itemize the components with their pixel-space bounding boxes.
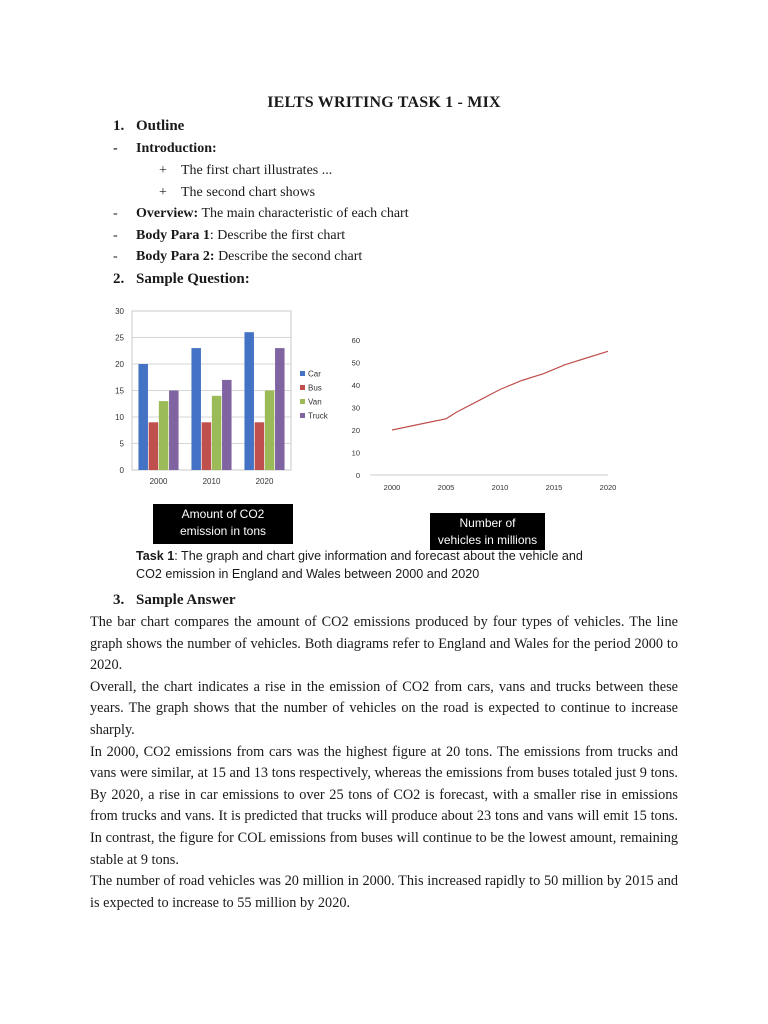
body2-line bbox=[136, 249, 362, 265]
legend-label-car: Car bbox=[308, 369, 321, 379]
y-tick-label: 20 bbox=[351, 426, 360, 435]
bar-bus bbox=[255, 422, 265, 470]
legend-swatch-bus bbox=[300, 385, 305, 390]
task-line-2: CO2 emission in England and Wales between 2000 and 2020 bbox=[136, 567, 480, 581]
question-heading-number: 2. bbox=[113, 271, 125, 287]
x-tick-label: 2010 bbox=[202, 477, 221, 486]
y-tick-label: 5 bbox=[119, 439, 124, 449]
line-chart-caption bbox=[430, 513, 545, 550]
outline-heading: Outline bbox=[136, 118, 185, 134]
y-tick-label: 50 bbox=[351, 358, 360, 368]
x-tick-label: 2020 bbox=[255, 477, 274, 486]
legend-swatch-van bbox=[300, 399, 305, 404]
dash-bullet: - bbox=[113, 228, 118, 243]
outline-heading-number: 1. bbox=[113, 118, 125, 134]
dash-bullet: - bbox=[113, 206, 118, 221]
x-tick-label: 2010 bbox=[491, 483, 509, 492]
line-caption-line: Number of bbox=[459, 516, 516, 530]
y-tick-label: 10 bbox=[351, 448, 360, 458]
body1-text: : Describe the first chart bbox=[209, 228, 346, 243]
y-tick-label: 60 bbox=[351, 336, 360, 345]
plus-bullet: + bbox=[159, 163, 167, 178]
x-tick-label: 2005 bbox=[437, 483, 455, 492]
task-line-1 bbox=[136, 549, 583, 563]
x-tick-label: 2015 bbox=[545, 483, 563, 492]
y-tick-label: 40 bbox=[351, 381, 360, 390]
legend-label-bus: Bus bbox=[308, 383, 322, 393]
body2-label: Body Para 2: bbox=[136, 249, 215, 264]
answer-heading: Sample Answer bbox=[136, 592, 236, 608]
bar-van bbox=[159, 401, 169, 470]
answer-paragraph-1: The bar chart compares the amount of CO2 emissions produced by four types of vehicles. The line graph shows the number of vehicles. Both diagrams refer to England and Wales for the period 2000 to 2020. bbox=[90, 614, 678, 674]
line-chart bbox=[340, 330, 630, 500]
bar-van bbox=[212, 396, 222, 470]
body2-text: Describe the second chart bbox=[214, 249, 363, 264]
task-text: : The graph and chart give information and forecast about the vehicle and bbox=[174, 549, 583, 563]
bar-chart-caption bbox=[153, 504, 293, 544]
legend-label-van: Van bbox=[308, 397, 322, 407]
answer-paragraph-3: In 2000, CO2 emissions from cars was the highest figure at 20 tons. The emissions from trucks and vans were similar, at 15 and 13 tons respectively, whereas the emissions from buses totaled just 9 tons. By 2020, a rise in car emissions to over 25 tons of CO2 is forecast, with a smaller rise in emissions from trucks and vans. It is predicted that trucks will produce about 23 tons and vans will emit 15 tons. In contrast, the figure for COL emissions from buses will continue to be the lowest amount, remaining stable at 9 tons. bbox=[90, 743, 678, 868]
legend-label-truck: Truck bbox=[308, 411, 328, 421]
answer-paragraph-4: The number of road vehicles was 20 million in 2000. This increased rapidly to 50 million by 2015 and is expected to increase to 55 million by 2020. bbox=[90, 873, 678, 911]
y-tick-label: 25 bbox=[115, 333, 124, 343]
bar-bus bbox=[149, 422, 159, 470]
y-tick-label: 20 bbox=[115, 360, 124, 369]
bar-truck bbox=[222, 380, 232, 470]
line-caption-line: vehicles in millions bbox=[437, 533, 538, 547]
answer-paragraph-2: Overall, the chart indicates a rise in the emission of CO2 from cars, vans and trucks between these years. The graph shows that the number of vehicles on the road is expected to continue to increase sharply. bbox=[90, 678, 678, 738]
task-label: Task 1 bbox=[136, 549, 175, 563]
y-tick-label: 0 bbox=[119, 466, 124, 475]
answer-heading-number: 3. bbox=[113, 592, 125, 608]
bar-car bbox=[191, 348, 201, 470]
intro-label: Introduction: bbox=[136, 141, 217, 156]
plus-bullet: + bbox=[159, 185, 167, 200]
x-tick-label: 2020 bbox=[599, 483, 617, 492]
bar-caption-line: Amount of CO2 bbox=[181, 507, 265, 521]
answer-body bbox=[90, 612, 678, 914]
intro-bullet: - bbox=[113, 141, 118, 156]
intro-item-2: The second chart shows bbox=[181, 185, 316, 200]
y-tick-label: 30 bbox=[351, 403, 360, 413]
document-title: IELTS WRITING TASK 1 - MIX bbox=[267, 94, 501, 111]
x-tick-label: 2000 bbox=[149, 477, 168, 486]
y-tick-label: 10 bbox=[115, 413, 124, 422]
overview-line bbox=[136, 206, 409, 222]
bar-caption-line: emission in tons bbox=[179, 524, 267, 538]
y-tick-label: 0 bbox=[355, 471, 360, 480]
body1-label: Body Para 1 bbox=[136, 228, 210, 243]
y-tick-label: 30 bbox=[115, 307, 124, 316]
overview-text: The main characteristic of each chart bbox=[198, 206, 409, 221]
bar-chart bbox=[108, 298, 338, 496]
body1-line bbox=[136, 228, 345, 244]
bar-car bbox=[138, 364, 148, 470]
question-heading: Sample Question: bbox=[136, 271, 250, 287]
dash-bullet: - bbox=[113, 249, 118, 264]
legend-swatch-car bbox=[300, 371, 305, 376]
intro-item-1: The first chart illustrates ... bbox=[181, 163, 333, 178]
bar-van bbox=[265, 391, 275, 471]
series-line bbox=[392, 351, 608, 430]
bar-bus bbox=[202, 422, 212, 470]
x-tick-label: 2000 bbox=[383, 483, 401, 492]
legend-swatch-truck bbox=[300, 413, 305, 418]
bar-truck bbox=[169, 391, 179, 471]
y-tick-label: 15 bbox=[115, 386, 124, 396]
overview-label: Overview: bbox=[136, 206, 199, 221]
bar-car bbox=[244, 332, 254, 470]
bar-truck bbox=[275, 348, 285, 470]
